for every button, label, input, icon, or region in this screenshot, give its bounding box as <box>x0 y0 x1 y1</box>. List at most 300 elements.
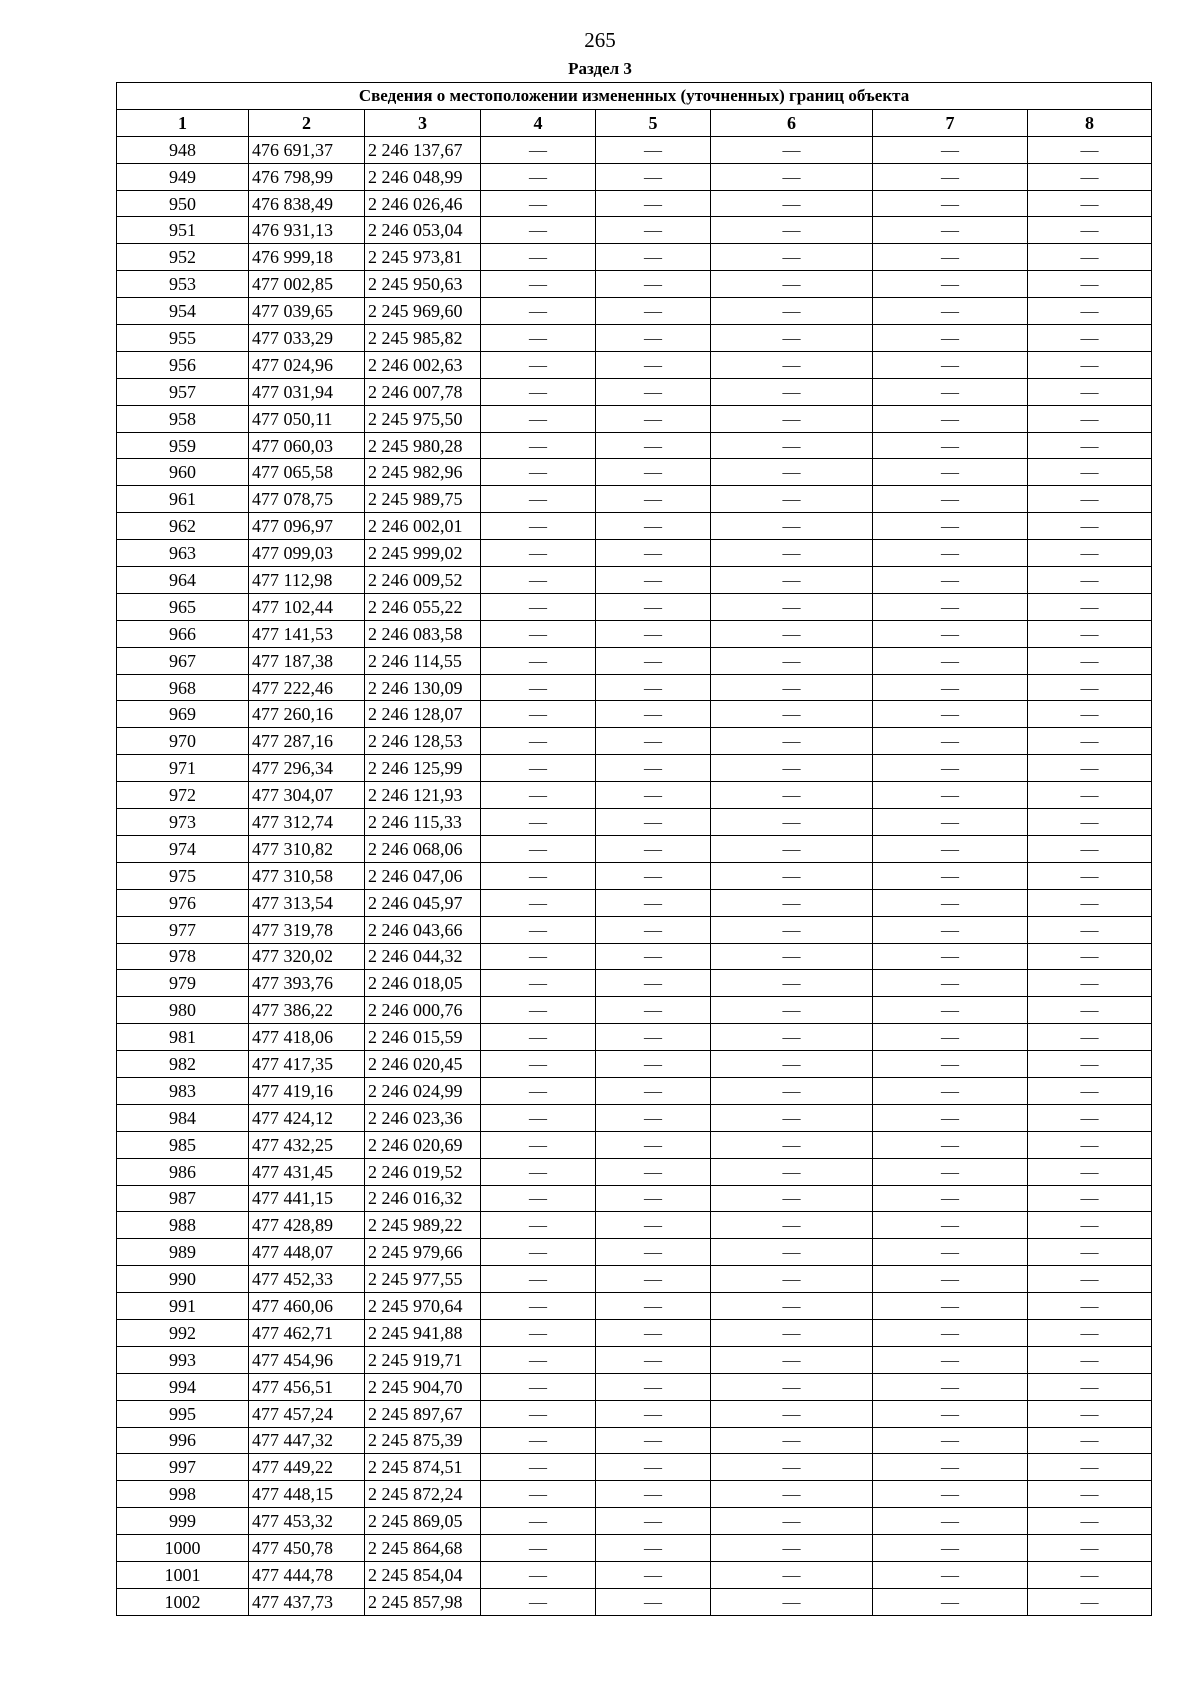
coord-x: 477 393,76 <box>249 970 365 997</box>
coord-x: 476 931,13 <box>249 217 365 244</box>
empty-cell-dash: — <box>596 1427 711 1454</box>
page-number: 265 <box>584 28 616 52</box>
coord-y: 2 246 002,01 <box>365 513 481 540</box>
coord-y: 2 246 002,63 <box>365 351 481 378</box>
empty-cell-dash: — <box>596 1400 711 1427</box>
empty-cell-dash: — <box>1028 1400 1152 1427</box>
empty-cell-dash: — <box>596 325 711 352</box>
empty-cell-dash: — <box>596 1212 711 1239</box>
coord-x: 476 838,49 <box>249 190 365 217</box>
empty-cell-dash: — <box>481 1077 596 1104</box>
empty-cell-dash: — <box>1028 513 1152 540</box>
table-row <box>117 755 1152 782</box>
empty-cell-dash: — <box>711 1454 873 1481</box>
empty-cell-dash: — <box>596 163 711 190</box>
empty-cell-dash: — <box>873 620 1028 647</box>
empty-cell-dash: — <box>481 1346 596 1373</box>
empty-cell-dash: — <box>1028 1131 1152 1158</box>
point-number: 952 <box>117 244 249 271</box>
empty-cell-dash: — <box>481 1588 596 1615</box>
coord-y: 2 246 015,59 <box>365 1024 481 1051</box>
empty-cell-dash: — <box>596 1158 711 1185</box>
empty-cell-dash: — <box>711 1158 873 1185</box>
table-row <box>117 1454 1152 1481</box>
empty-cell-dash: — <box>481 755 596 782</box>
empty-cell-dash: — <box>711 244 873 271</box>
empty-cell-dash: — <box>1028 1588 1152 1615</box>
column-number-8: 8 <box>1028 109 1152 136</box>
coord-y: 2 245 919,71 <box>365 1346 481 1373</box>
coord-y: 2 245 874,51 <box>365 1454 481 1481</box>
point-number: 990 <box>117 1266 249 1293</box>
table-row <box>117 1104 1152 1131</box>
table-row <box>117 1212 1152 1239</box>
coord-x: 477 424,12 <box>249 1104 365 1131</box>
empty-cell-dash: — <box>873 513 1028 540</box>
coord-y: 2 245 970,64 <box>365 1293 481 1320</box>
coord-y: 2 246 137,67 <box>365 136 481 163</box>
point-number: 987 <box>117 1185 249 1212</box>
point-number: 954 <box>117 298 249 325</box>
coord-x: 477 460,06 <box>249 1293 365 1320</box>
table-row <box>117 701 1152 728</box>
empty-cell-dash: — <box>873 997 1028 1024</box>
coord-x: 477 456,51 <box>249 1373 365 1400</box>
empty-cell-dash: — <box>873 782 1028 809</box>
empty-cell-dash: — <box>1028 1535 1152 1562</box>
empty-cell-dash: — <box>1028 298 1152 325</box>
empty-cell-dash: — <box>873 1373 1028 1400</box>
empty-cell-dash: — <box>596 1535 711 1562</box>
empty-cell-dash: — <box>1028 1185 1152 1212</box>
empty-cell-dash: — <box>873 647 1028 674</box>
point-number: 976 <box>117 889 249 916</box>
point-number: 966 <box>117 620 249 647</box>
empty-cell-dash: — <box>596 809 711 836</box>
empty-cell-dash: — <box>1028 1051 1152 1078</box>
empty-cell-dash: — <box>481 351 596 378</box>
table-row <box>117 1239 1152 1266</box>
table-row <box>117 943 1152 970</box>
empty-cell-dash: — <box>481 513 596 540</box>
table-row <box>117 970 1152 997</box>
empty-cell-dash: — <box>711 217 873 244</box>
empty-cell-dash: — <box>1028 163 1152 190</box>
empty-cell-dash: — <box>1028 351 1152 378</box>
empty-cell-dash: — <box>596 217 711 244</box>
empty-cell-dash: — <box>711 1024 873 1051</box>
empty-cell-dash: — <box>596 567 711 594</box>
coord-x: 476 999,18 <box>249 244 365 271</box>
empty-cell-dash: — <box>711 889 873 916</box>
empty-cell-dash: — <box>481 835 596 862</box>
empty-cell-dash: — <box>711 755 873 782</box>
empty-cell-dash: — <box>596 136 711 163</box>
point-number: 983 <box>117 1077 249 1104</box>
table-row <box>117 325 1152 352</box>
empty-cell-dash: — <box>873 1104 1028 1131</box>
empty-cell-dash: — <box>481 567 596 594</box>
column-number-3: 3 <box>365 109 481 136</box>
point-number: 995 <box>117 1400 249 1427</box>
empty-cell-dash: — <box>481 728 596 755</box>
point-number: 964 <box>117 567 249 594</box>
column-number-2: 2 <box>249 109 365 136</box>
coord-x: 477 437,73 <box>249 1588 365 1615</box>
empty-cell-dash: — <box>596 486 711 513</box>
empty-cell-dash: — <box>596 1024 711 1051</box>
empty-cell-dash: — <box>711 432 873 459</box>
coord-y: 2 245 969,60 <box>365 298 481 325</box>
table-row <box>117 190 1152 217</box>
empty-cell-dash: — <box>711 136 873 163</box>
empty-cell-dash: — <box>481 244 596 271</box>
empty-cell-dash: — <box>1028 1077 1152 1104</box>
empty-cell-dash: — <box>711 351 873 378</box>
empty-cell-dash: — <box>711 298 873 325</box>
empty-cell-dash: — <box>481 540 596 567</box>
coord-y: 2 245 979,66 <box>365 1239 481 1266</box>
coord-y: 2 246 024,99 <box>365 1077 481 1104</box>
point-number: 1002 <box>117 1588 249 1615</box>
coord-y: 2 245 872,24 <box>365 1481 481 1508</box>
empty-cell-dash: — <box>873 1293 1028 1320</box>
empty-cell-dash: — <box>873 1185 1028 1212</box>
point-number: 981 <box>117 1024 249 1051</box>
empty-cell-dash: — <box>481 163 596 190</box>
point-number: 973 <box>117 809 249 836</box>
coord-x: 477 039,65 <box>249 298 365 325</box>
empty-cell-dash: — <box>596 1454 711 1481</box>
empty-cell-dash: — <box>481 1212 596 1239</box>
coord-y: 2 246 044,32 <box>365 943 481 970</box>
point-number: 959 <box>117 432 249 459</box>
coord-y: 2 245 875,39 <box>365 1427 481 1454</box>
point-number: 978 <box>117 943 249 970</box>
point-number: 953 <box>117 271 249 298</box>
coord-y: 2 245 989,75 <box>365 486 481 513</box>
table-row <box>117 1266 1152 1293</box>
table-row <box>117 1346 1152 1373</box>
empty-cell-dash: — <box>711 567 873 594</box>
table-row <box>117 1400 1152 1427</box>
empty-cell-dash: — <box>711 1588 873 1615</box>
empty-cell-dash: — <box>873 835 1028 862</box>
empty-cell-dash: — <box>481 970 596 997</box>
point-number: 991 <box>117 1293 249 1320</box>
empty-cell-dash: — <box>1028 755 1152 782</box>
point-number: 949 <box>117 163 249 190</box>
table-row <box>117 1185 1152 1212</box>
empty-cell-dash: — <box>873 244 1028 271</box>
point-number: 960 <box>117 459 249 486</box>
coord-y: 2 246 068,06 <box>365 835 481 862</box>
empty-cell-dash: — <box>596 782 711 809</box>
point-number: 962 <box>117 513 249 540</box>
empty-cell-dash: — <box>481 916 596 943</box>
coord-x: 477 222,46 <box>249 674 365 701</box>
empty-cell-dash: — <box>481 1400 596 1427</box>
empty-cell-dash: — <box>873 701 1028 728</box>
table-row <box>117 835 1152 862</box>
empty-cell-dash: — <box>481 1481 596 1508</box>
coord-x: 477 449,22 <box>249 1454 365 1481</box>
empty-cell-dash: — <box>481 889 596 916</box>
point-number: 985 <box>117 1131 249 1158</box>
empty-cell-dash: — <box>481 1185 596 1212</box>
coord-x: 477 033,29 <box>249 325 365 352</box>
coord-y: 2 246 020,45 <box>365 1051 481 1078</box>
table-row <box>117 405 1152 432</box>
point-number: 1000 <box>117 1535 249 1562</box>
point-number: 967 <box>117 647 249 674</box>
empty-cell-dash: — <box>1028 432 1152 459</box>
table-row <box>117 1481 1152 1508</box>
point-number: 992 <box>117 1319 249 1346</box>
point-number: 968 <box>117 674 249 701</box>
empty-cell-dash: — <box>1028 271 1152 298</box>
empty-cell-dash: — <box>481 1427 596 1454</box>
empty-cell-dash: — <box>1028 325 1152 352</box>
empty-cell-dash: — <box>873 593 1028 620</box>
empty-cell-dash: — <box>711 1212 873 1239</box>
empty-cell-dash: — <box>596 1266 711 1293</box>
empty-cell-dash: — <box>596 1346 711 1373</box>
coord-y: 2 245 989,22 <box>365 1212 481 1239</box>
table-row <box>117 1373 1152 1400</box>
coord-y: 2 245 950,63 <box>365 271 481 298</box>
empty-cell-dash: — <box>596 755 711 782</box>
empty-cell-dash: — <box>711 916 873 943</box>
empty-cell-dash: — <box>711 862 873 889</box>
empty-cell-dash: — <box>481 1158 596 1185</box>
coord-y: 2 246 047,06 <box>365 862 481 889</box>
table-row <box>117 1561 1152 1588</box>
empty-cell-dash: — <box>873 567 1028 594</box>
empty-cell-dash: — <box>711 1373 873 1400</box>
column-number-row <box>117 109 1152 136</box>
empty-cell-dash: — <box>481 298 596 325</box>
empty-cell-dash: — <box>1028 1024 1152 1051</box>
coord-x: 477 448,15 <box>249 1481 365 1508</box>
coord-y: 2 245 975,50 <box>365 405 481 432</box>
empty-cell-dash: — <box>1028 190 1152 217</box>
coord-x: 477 096,97 <box>249 513 365 540</box>
empty-cell-dash: — <box>711 1185 873 1212</box>
empty-cell-dash: — <box>1028 701 1152 728</box>
coord-y: 2 245 999,02 <box>365 540 481 567</box>
point-number: 977 <box>117 916 249 943</box>
table-row <box>117 1024 1152 1051</box>
empty-cell-dash: — <box>1028 1239 1152 1266</box>
table-row <box>117 620 1152 647</box>
coord-y: 2 246 045,97 <box>365 889 481 916</box>
empty-cell-dash: — <box>711 809 873 836</box>
table-row <box>117 889 1152 916</box>
empty-cell-dash: — <box>711 593 873 620</box>
empty-cell-dash: — <box>596 513 711 540</box>
table-row <box>117 459 1152 486</box>
table-row <box>117 1319 1152 1346</box>
empty-cell-dash: — <box>481 378 596 405</box>
coord-y: 2 245 897,67 <box>365 1400 481 1427</box>
empty-cell-dash: — <box>596 943 711 970</box>
empty-cell-dash: — <box>711 1561 873 1588</box>
coord-x: 477 050,11 <box>249 405 365 432</box>
empty-cell-dash: — <box>1028 862 1152 889</box>
coord-x: 477 447,32 <box>249 1427 365 1454</box>
coord-y: 2 245 854,04 <box>365 1561 481 1588</box>
empty-cell-dash: — <box>873 1561 1028 1588</box>
empty-cell-dash: — <box>711 701 873 728</box>
coord-x: 477 187,38 <box>249 647 365 674</box>
point-number: 951 <box>117 217 249 244</box>
coord-y: 2 245 869,05 <box>365 1508 481 1535</box>
empty-cell-dash: — <box>596 970 711 997</box>
point-number: 986 <box>117 1158 249 1185</box>
empty-cell-dash: — <box>596 1508 711 1535</box>
empty-cell-dash: — <box>1028 567 1152 594</box>
empty-cell-dash: — <box>711 271 873 298</box>
coord-x: 477 024,96 <box>249 351 365 378</box>
column-number-7: 7 <box>873 109 1028 136</box>
empty-cell-dash: — <box>711 1266 873 1293</box>
table-row <box>117 997 1152 1024</box>
empty-cell-dash: — <box>596 835 711 862</box>
empty-cell-dash: — <box>1028 943 1152 970</box>
point-number: 979 <box>117 970 249 997</box>
coord-x: 477 065,58 <box>249 459 365 486</box>
empty-cell-dash: — <box>873 1131 1028 1158</box>
empty-cell-dash: — <box>596 1077 711 1104</box>
point-number: 984 <box>117 1104 249 1131</box>
empty-cell-dash: — <box>596 1293 711 1320</box>
empty-cell-dash: — <box>481 1561 596 1588</box>
empty-cell-dash: — <box>1028 593 1152 620</box>
coord-y: 2 246 020,69 <box>365 1131 481 1158</box>
empty-cell-dash: — <box>1028 1454 1152 1481</box>
coord-x: 477 319,78 <box>249 916 365 943</box>
empty-cell-dash: — <box>596 1185 711 1212</box>
empty-cell-dash: — <box>711 1319 873 1346</box>
empty-cell-dash: — <box>596 1131 711 1158</box>
empty-cell-dash: — <box>1028 1346 1152 1373</box>
empty-cell-dash: — <box>873 1158 1028 1185</box>
point-number: 998 <box>117 1481 249 1508</box>
coord-y: 2 246 128,07 <box>365 701 481 728</box>
table-row <box>117 916 1152 943</box>
point-number: 974 <box>117 835 249 862</box>
table-row <box>117 647 1152 674</box>
table-row <box>117 1131 1152 1158</box>
point-number: 980 <box>117 997 249 1024</box>
table-row <box>117 351 1152 378</box>
empty-cell-dash: — <box>711 325 873 352</box>
empty-cell-dash: — <box>711 1535 873 1562</box>
empty-cell-dash: — <box>711 1427 873 1454</box>
coord-x: 476 798,99 <box>249 163 365 190</box>
coord-y: 2 245 977,55 <box>365 1266 481 1293</box>
coord-x: 477 418,06 <box>249 1024 365 1051</box>
coord-x: 477 448,07 <box>249 1239 365 1266</box>
empty-cell-dash: — <box>1028 378 1152 405</box>
empty-cell-dash: — <box>1028 647 1152 674</box>
empty-cell-dash: — <box>481 1104 596 1131</box>
empty-cell-dash: — <box>873 1239 1028 1266</box>
coord-y: 2 246 125,99 <box>365 755 481 782</box>
coord-x: 477 112,98 <box>249 567 365 594</box>
empty-cell-dash: — <box>873 1427 1028 1454</box>
point-number: 997 <box>117 1454 249 1481</box>
table-row <box>117 378 1152 405</box>
empty-cell-dash: — <box>1028 782 1152 809</box>
coord-x: 477 260,16 <box>249 701 365 728</box>
empty-cell-dash: — <box>481 1239 596 1266</box>
table-row <box>117 1051 1152 1078</box>
table-row <box>117 593 1152 620</box>
empty-cell-dash: — <box>596 1104 711 1131</box>
point-number: 971 <box>117 755 249 782</box>
table-row <box>117 862 1152 889</box>
empty-cell-dash: — <box>711 1481 873 1508</box>
boundary-coordinates-table <box>116 82 1152 1616</box>
coord-x: 477 002,85 <box>249 271 365 298</box>
coord-x: 477 453,32 <box>249 1508 365 1535</box>
coord-y: 2 246 019,52 <box>365 1158 481 1185</box>
coord-y: 2 246 026,46 <box>365 190 481 217</box>
coord-y: 2 246 009,52 <box>365 567 481 594</box>
empty-cell-dash: — <box>596 1239 711 1266</box>
coord-x: 477 457,24 <box>249 1400 365 1427</box>
empty-cell-dash: — <box>1028 916 1152 943</box>
coord-y: 2 245 982,96 <box>365 459 481 486</box>
empty-cell-dash: — <box>596 593 711 620</box>
coord-x: 477 287,16 <box>249 728 365 755</box>
empty-cell-dash: — <box>1028 1266 1152 1293</box>
table-row <box>117 271 1152 298</box>
empty-cell-dash: — <box>481 459 596 486</box>
empty-cell-dash: — <box>873 809 1028 836</box>
coord-x: 477 386,22 <box>249 997 365 1024</box>
empty-cell-dash: — <box>1028 1293 1152 1320</box>
point-number: 948 <box>117 136 249 163</box>
table-row <box>117 674 1152 701</box>
table-row <box>117 1293 1152 1320</box>
point-number: 993 <box>117 1346 249 1373</box>
coord-x: 477 450,78 <box>249 1535 365 1562</box>
empty-cell-dash: — <box>873 1535 1028 1562</box>
empty-cell-dash: — <box>481 271 596 298</box>
empty-cell-dash: — <box>873 1508 1028 1535</box>
empty-cell-dash: — <box>711 1400 873 1427</box>
empty-cell-dash: — <box>596 889 711 916</box>
empty-cell-dash: — <box>711 486 873 513</box>
table-row <box>117 217 1152 244</box>
column-number-6: 6 <box>711 109 873 136</box>
empty-cell-dash: — <box>481 782 596 809</box>
coord-y: 2 246 115,33 <box>365 809 481 836</box>
empty-cell-dash: — <box>711 835 873 862</box>
empty-cell-dash: — <box>711 540 873 567</box>
column-number-1: 1 <box>117 109 249 136</box>
empty-cell-dash: — <box>596 862 711 889</box>
table-caption-row <box>117 83 1152 110</box>
point-number: 958 <box>117 405 249 432</box>
empty-cell-dash: — <box>1028 728 1152 755</box>
empty-cell-dash: — <box>481 1131 596 1158</box>
coord-x: 477 452,33 <box>249 1266 365 1293</box>
empty-cell-dash: — <box>873 755 1028 782</box>
